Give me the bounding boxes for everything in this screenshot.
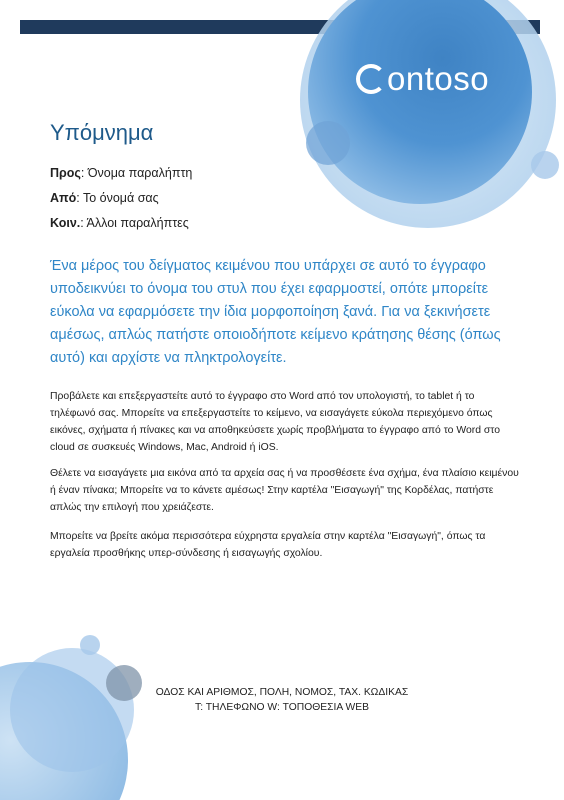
body-paragraph-1: Προβάλετε και επεξεργαστείτε αυτό το έγγραφο στο Word από τον υπολογιστή, το tablet ή το τηλέφωνό σας. Μπορείτε να επεξεργαστείτε το κείμενο, να εισαγάγετε εύκολα περιεχόμενο όπως εικόνες, σχήματα ή πίνακες και να αποθηκεύσετε χωρίς προβλήματα το έγγραφο από το Word στο cloud σε συσκευές Windows, Mac, Android ή iOS. <box>50 391 501 453</box>
cc-value: : Άλλοι παραλήπτες <box>80 216 189 230</box>
contoso-logo <box>356 60 489 98</box>
footer-contact: Τ: ΤΗΛΕΦΩΝΟ W: ΤΟΠΟΘΕΣΙΑ WEB <box>195 702 369 713</box>
watercolor-circle-bottom-tiny <box>80 635 100 655</box>
to-line <box>50 166 192 180</box>
from-value: : Το όνομά σας <box>76 191 159 205</box>
from-line <box>50 191 159 205</box>
body-paragraph-3: Μπορείτε να βρείτε ακόμα περισσότερα εύχρηστα εργαλεία στην καρτέλα "Εισαγωγή", όπως τα εργαλεία προσθήκης υπερ-σύνδεσης ή εισαγωγής σχολίου. <box>50 531 486 559</box>
memo-title: Υπόμνημα <box>50 120 154 145</box>
watercolor-circle-small <box>306 121 350 165</box>
from-label: Από <box>50 191 77 205</box>
logo-c-icon <box>356 64 386 94</box>
body-paragraph-2: Θέλετε να εισαγάγετε μια εικόνα από τα αρχεία σας ή να προσθέσετε ένα σχήμα, ένα πλαίσιο κειμένου ή έναν πίνακα; Μπορείτε να το κάνετε αμέσως! Στην καρτέλα "Εισαγωγή" της Κορδέλας, πατήστε απλώς την επιλογή που χρειάζεστε. <box>50 468 519 513</box>
lead-paragraph: Ένα μέρος του δείγματος κειμένου που υπάρχει σε αυτό το έγγραφο υποδεικνύει το όνομα του στυλ που έχει εφαρμοστεί, οπότε μπορείτε εύκολα να εφαρμόσετε την ίδια μορφοποίηση ξανά. Για να ξεκινήσετε αμέσως, απλώς πατήστε οποιοδήποτε κείμενο κράτησης θέσης (όπως αυτό) και αρχίστε να πληκτρολογείτε. <box>50 258 501 366</box>
to-value: : Όνομα παραλήπτη <box>80 166 193 180</box>
footer-address: ΟΔΟΣ ΚΑΙ ΑΡΙΘΜΟΣ, ΠΟΛΗ, ΝΟΜΟΣ, ΤΑΧ. ΚΩΔΙΚΑΣ <box>155 687 409 698</box>
watercolor-circle-accent <box>531 151 559 179</box>
logo-text: ontoso <box>387 60 490 97</box>
cc-line <box>50 216 189 230</box>
cc-label: Κοιν. <box>50 216 81 230</box>
to-label: Προς <box>50 166 81 180</box>
